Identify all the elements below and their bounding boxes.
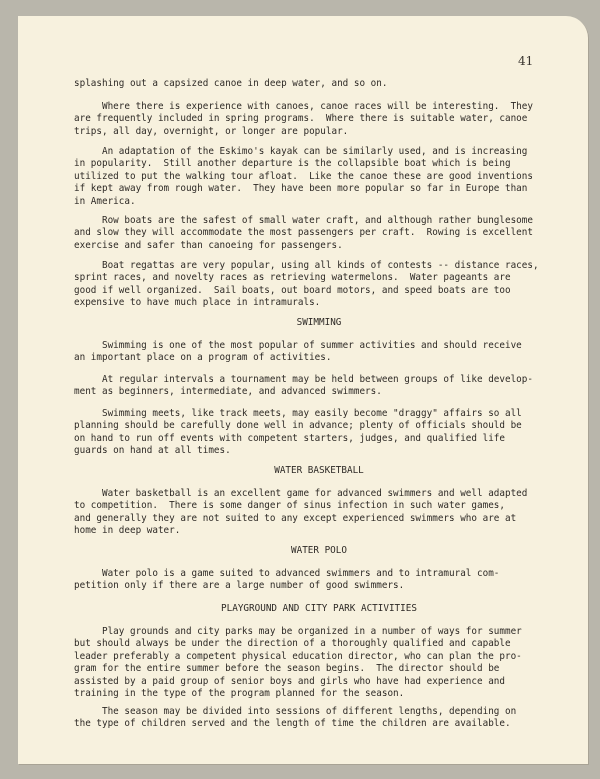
page-number: 41 [518,54,534,68]
heading-swimming: SWIMMING [296,317,342,328]
paragraph-playground: Play grounds and city parks may be organized in a number of ways for summer but should always be under the direction of a thoroughly qualified and capable leader preferably a competent physical education director, who can plan the pro- gram for the entire summer before the season begins. The director should be assisted by a paid group of senior boys and girls who have had experience and training in the type of the program planned for the season. [74,626,522,700]
heading-water-basketball: WATER BASKETBALL [274,465,364,476]
paragraph-canoe-races: Where there is experience with canoes, canoe races will be interesting. They are frequently included in spring programs. Where there is suitable water, canoe trips, all day, overnight, or longer are popular. [74,101,533,137]
paragraph-regattas: Boat regattas are very popular, using all kinds of contests -- distance races, sprint races, and novelty races as retrieving watermelons. Water pageants are good if well organized. Sail boats, out board motors, and speed boats are too expensive to have much place in intramurals. [74,260,539,309]
heading-playground: PLAYGROUND AND CITY PARK ACTIVITIES [221,603,417,614]
paragraph-swimming-popular: Swimming is one of the most popular of summer activities and should receive an important place on a program of activities. [74,340,522,364]
typewritten-document [18,16,588,764]
paragraph-tournament: At regular intervals a tournament may be held between groups of like develop- ment as beginners, intermediate, and advanced swimmers. [74,374,533,398]
paragraph-row-boats: Row boats are the safest of small water craft, and although rather bunglesome and slow they will accommodate the most passengers per craft. Rowing is excellent exercise and safer than canoeing for passengers. [74,215,533,251]
paragraph-water-basketball: Water basketball is an excellent game for advanced swimmers and well adapted to competition. There is some danger of sinus infection in such water games, and generally they are not suited to any except experienced swimmers who are at home in deep water. [74,488,528,537]
heading-water-polo: WATER POLO [291,545,347,556]
paragraph-kayak: An adaptation of the Eskimo's kayak can be similarly used, and is increasing in popularity. Still another departure is the collapsible boat which is being utilized to put the walking tour afloat. Like the canoe these are good inventions if kept away from rough water. They have been more popular so far in Europe than in America. [74,146,533,207]
paragraph-swimming-meets: Swimming meets, like track meets, may easily become "draggy" affairs so all planning should be carefully done well in advance; plenty of officials should be on hand to run off events with competent starters, judges, and qualified life guards on hand at all times. [74,408,522,457]
document-page [18,16,588,764]
paragraph-water-polo: Water polo is a game suited to advanced swimmers and to intramural com- petition only if there are a large number of good swimmers. [74,568,500,592]
paragraph-season: The season may be divided into sessions of different lengths, depending on the type of children served and the length of time the children are available. [74,706,517,730]
paragraph-canoe-splashing: splashing out a capsized canoe in deep water, and so on. [74,78,388,89]
